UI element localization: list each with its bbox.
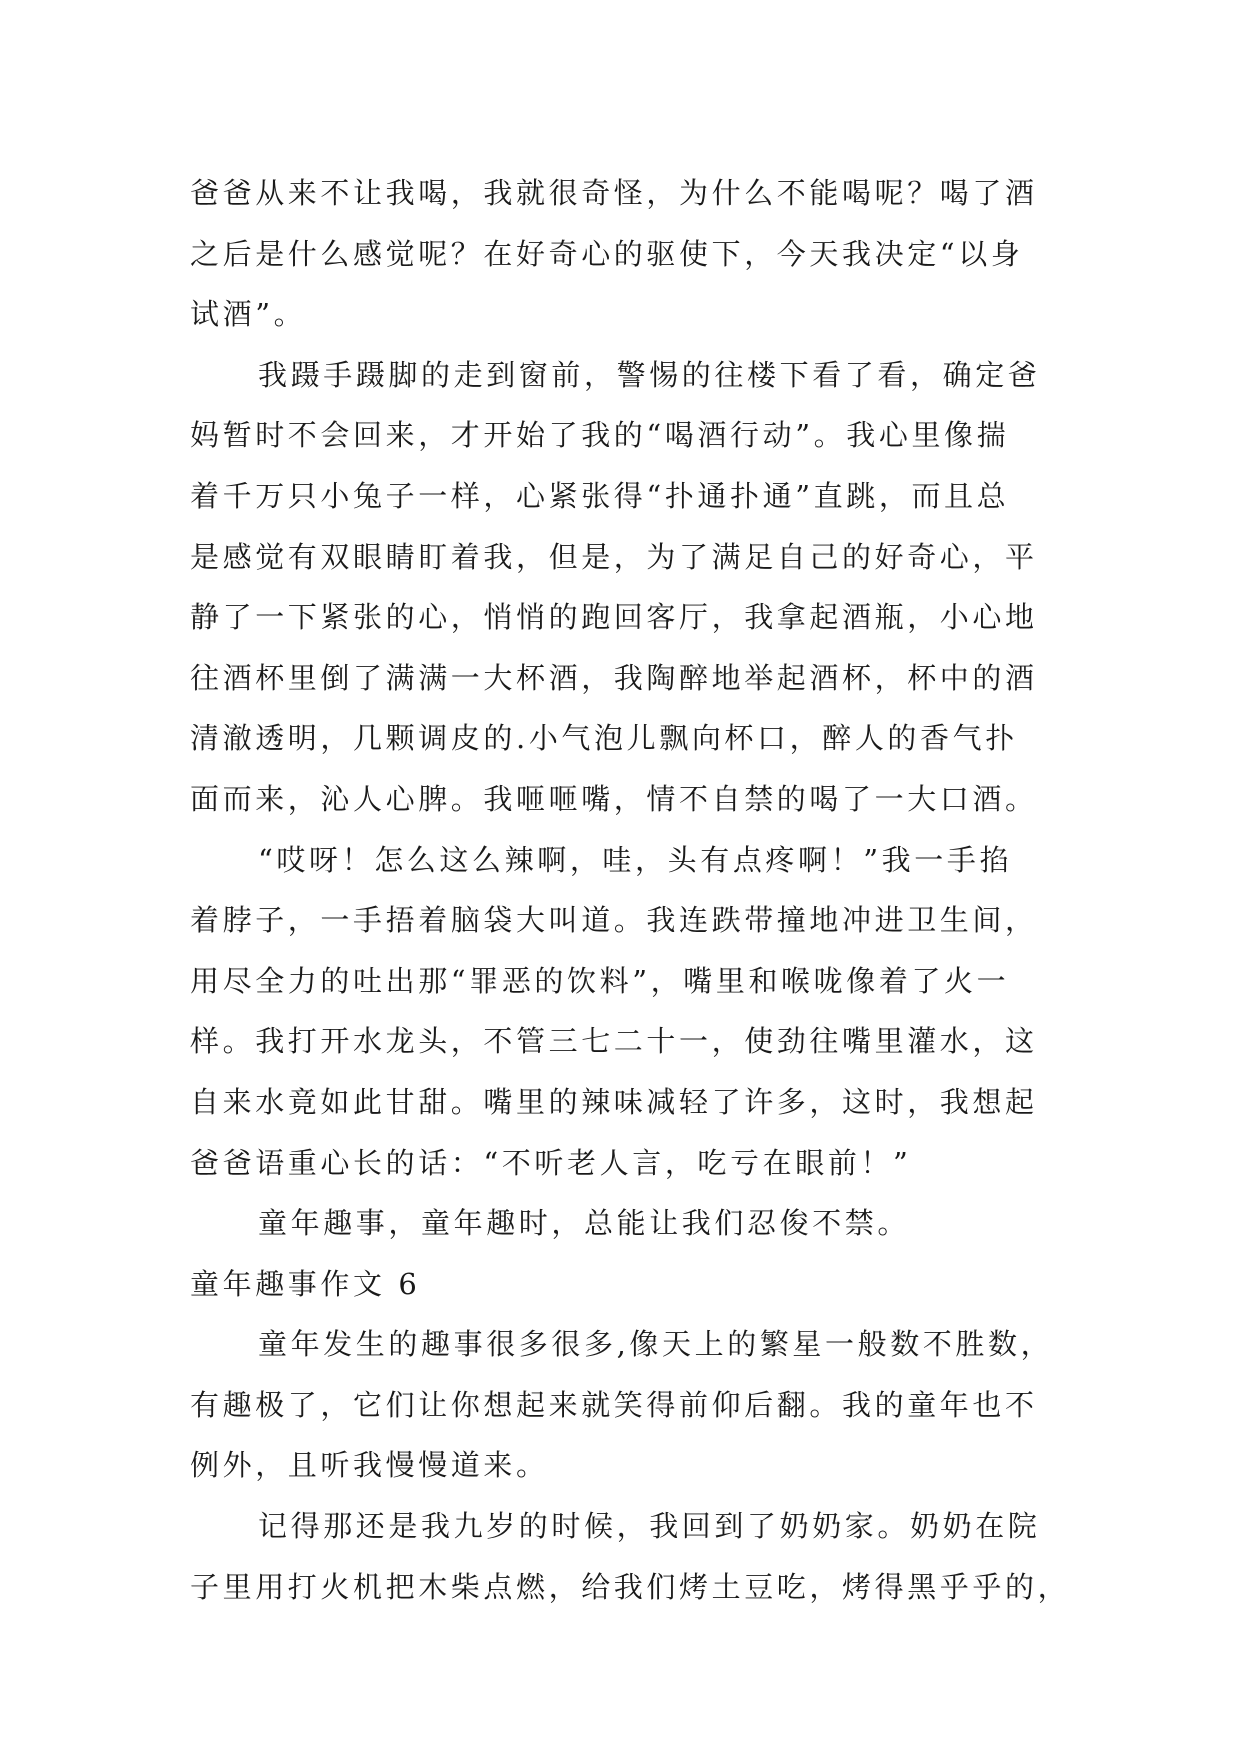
paragraph-5 bbox=[190, 1314, 1060, 1496]
document-body bbox=[190, 163, 1071, 1617]
paragraph-2 bbox=[190, 345, 1060, 830]
text-line: 童年发生的趣事很多很多,像天上的繁星一般数不胜数， bbox=[258, 1327, 1054, 1362]
text-line: 用尽全力的吐出那“罪恶的饮料”，嘴里和喉咙像着了火一 bbox=[190, 963, 1010, 998]
paragraph-1 bbox=[190, 163, 1060, 345]
text-line: “哎呀！怎么这么辣啊，哇，头有点疼啊！”我一手掐 bbox=[258, 842, 1013, 877]
text-line: 有趣极了，它们让你想起来就笑得前仰后翻。我的童年也不 bbox=[190, 1387, 1038, 1422]
paragraph-6 bbox=[190, 1496, 1071, 1617]
text-line: 面而来，沁人心脾。我咂咂嘴，情不自禁的喝了一大口酒。 bbox=[190, 781, 1038, 816]
text-line: 自来水竟如此甘甜。嘴里的辣味减轻了许多，这时，我想起 bbox=[190, 1084, 1038, 1119]
text-line: 往酒杯里倒了满满一大杯酒，我陶醉地举起酒杯，杯中的酒 bbox=[190, 660, 1038, 695]
text-line: 记得那还是我九岁的时候，我回到了奶奶家。奶奶在院 bbox=[258, 1509, 1041, 1544]
text-line: 着脖子，一手捂着脑袋大叫道。我连跌带撞地冲进卫生间， bbox=[190, 903, 1038, 938]
text-line: 着千万只小兔子一样，心紧张得“扑通扑通”直跳，而且总 bbox=[190, 478, 1010, 513]
paragraph-3 bbox=[190, 830, 1060, 1194]
text-line: 试酒”。 bbox=[190, 297, 307, 332]
text-line: 清澈透明，几颗调皮的.小气泡儿飘向杯口，醉人的香气扑 bbox=[190, 721, 1018, 756]
text-line: 爸爸语重心长的话：“不听老人言，吃亏在眼前！” bbox=[190, 1145, 912, 1180]
paragraph-4 bbox=[190, 1193, 1060, 1254]
text-line: 我蹑手蹑脚的走到窗前，警惕的往楼下看了看，确定爸 bbox=[258, 357, 1041, 392]
text-line: 童年趣事，童年趣时，总能让我们忍俊不禁。 bbox=[258, 1206, 911, 1241]
text-line: 妈暂时不会回来，才开始了我的“喝酒行动”。我心里像揣 bbox=[190, 418, 1010, 453]
text-line: 例外，且听我慢慢道来。 bbox=[190, 1448, 549, 1483]
section-title: 童年趣事作文 6 bbox=[190, 1266, 421, 1301]
text-line: 子里用打火机把木柴点燃，给我们烤土豆吃，烤得黑乎乎的， bbox=[190, 1569, 1071, 1604]
text-line: 爸爸从来不让我喝，我就很奇怪，为什么不能喝呢？喝了酒 bbox=[190, 176, 1038, 210]
text-line: 静了一下紧张的心，悄悄的跑回客厅，我拿起酒瓶，小心地 bbox=[190, 600, 1038, 635]
text-line: 是感觉有双眼睛盯着我，但是，为了满足自己的好奇心，平 bbox=[190, 539, 1038, 574]
text-line: 样。我打开水龙头，不管三七二十一，使劲往嘴里灌水，这 bbox=[190, 1024, 1038, 1059]
text-line: 之后是什么感觉呢？在好奇心的驱使下，今天我决定“以身 bbox=[190, 236, 1024, 271]
